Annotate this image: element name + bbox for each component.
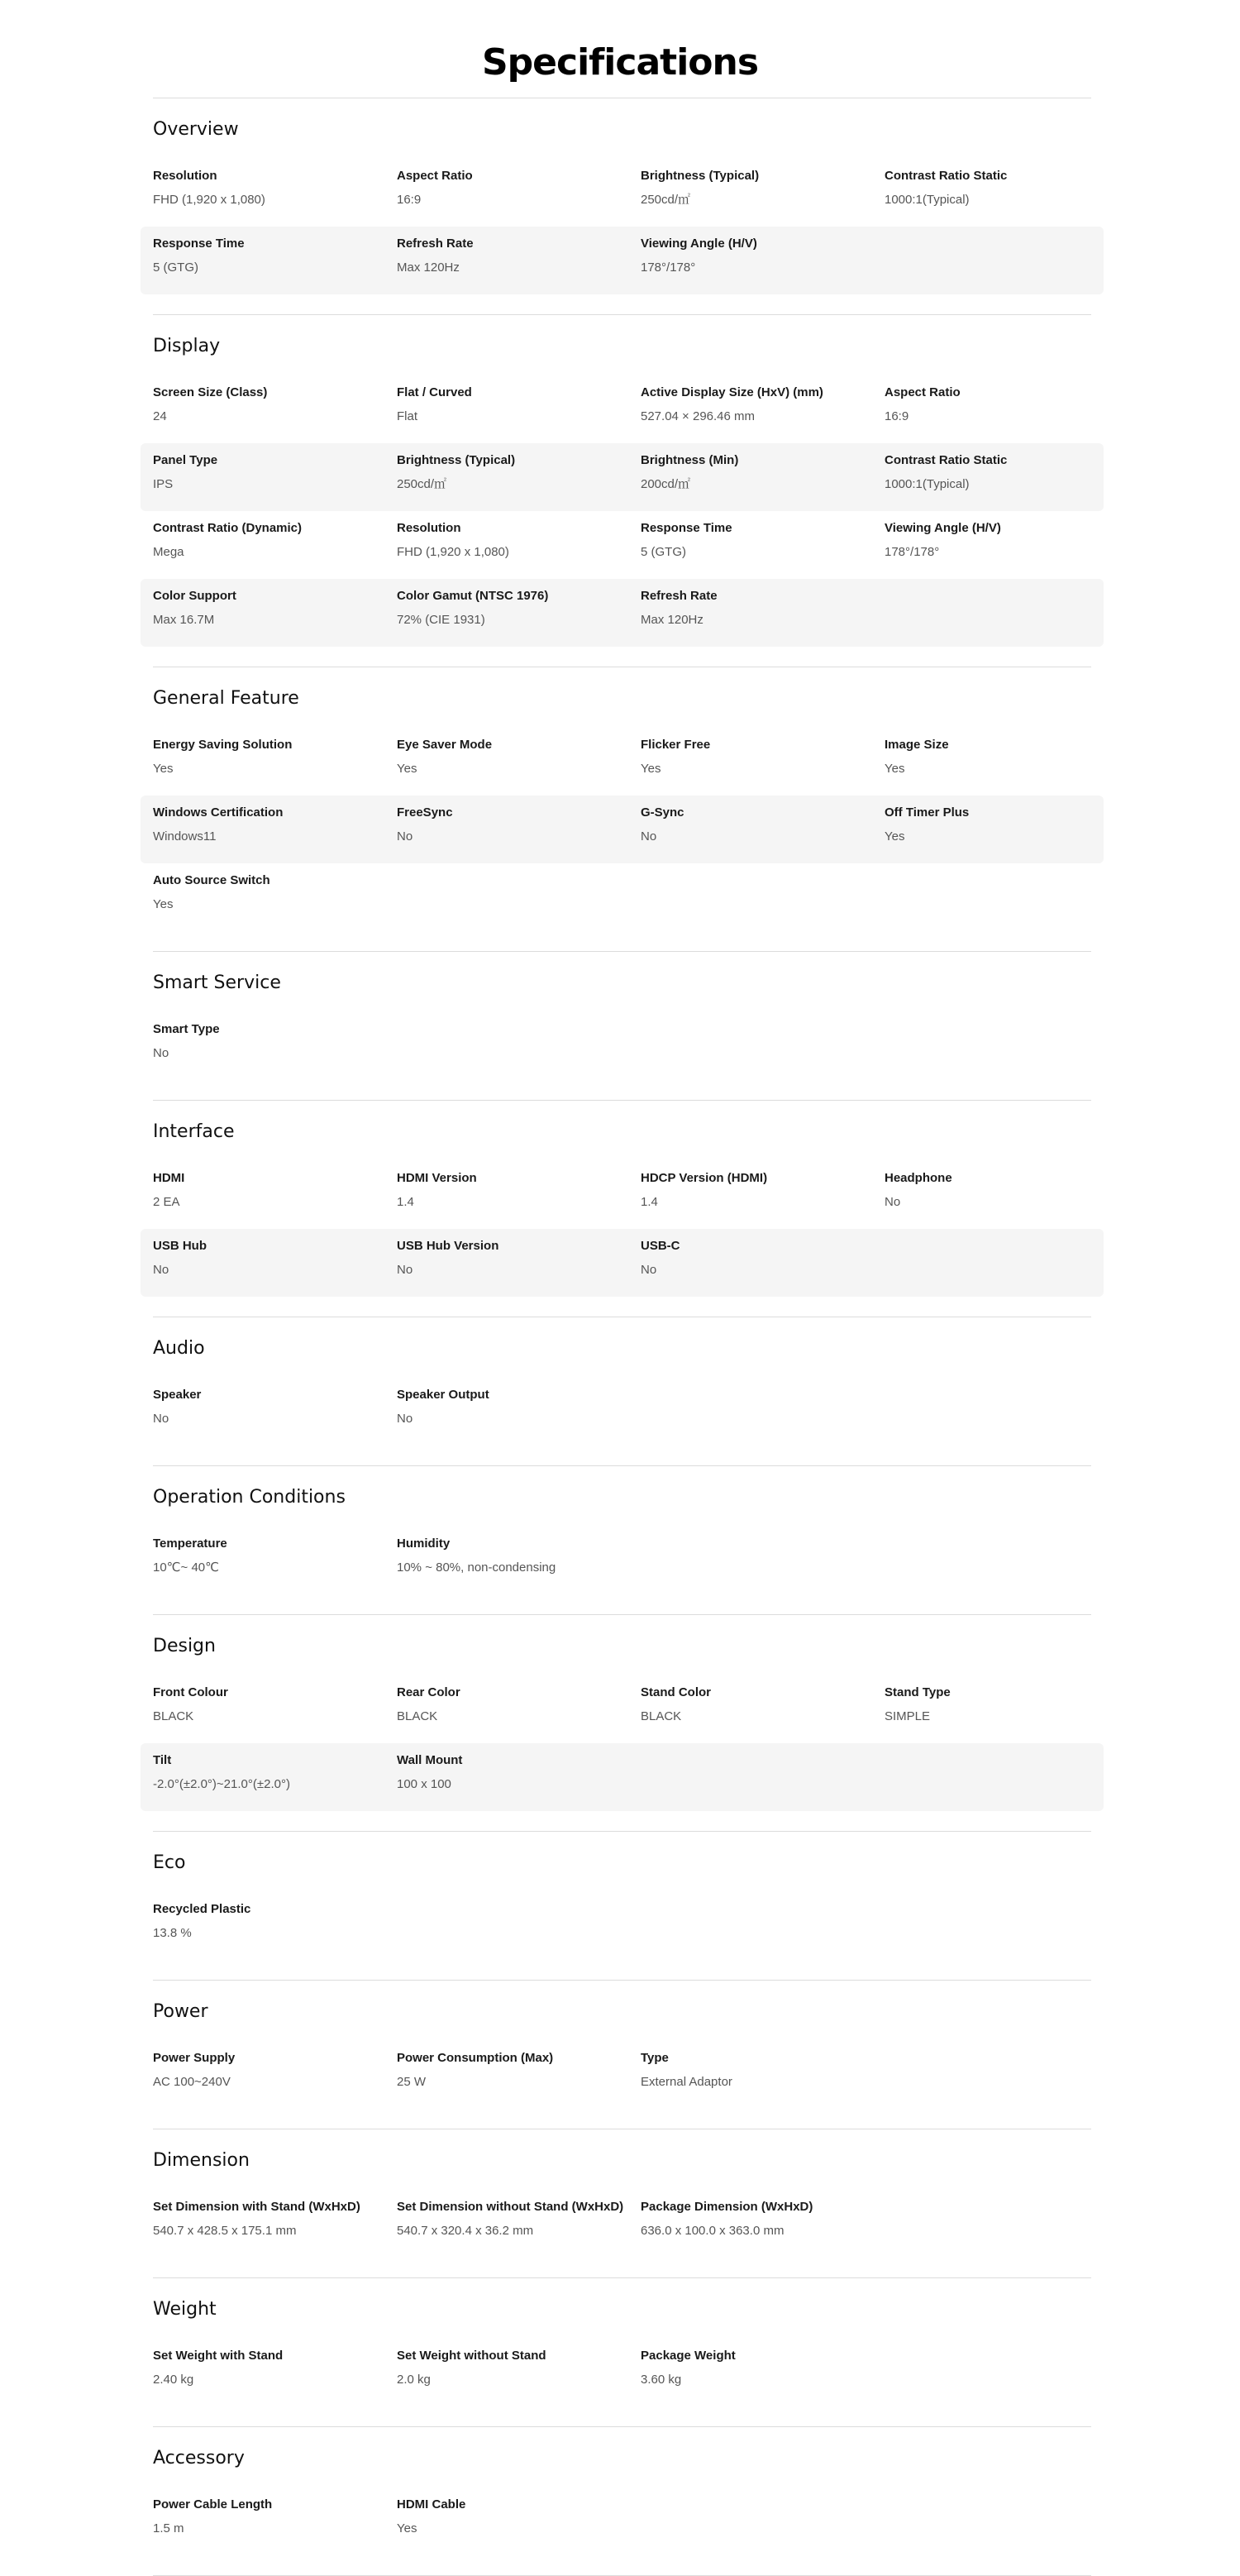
spec-value: -2.0°(±2.0°)~21.0°(±2.0°) (153, 1777, 290, 1791)
spec-item (641, 736, 885, 789)
spec-label: HDMI (153, 1171, 185, 1185)
spec-item (397, 1237, 641, 1290)
spec-value: Yes (885, 829, 905, 844)
spec-item (397, 1386, 641, 1439)
spec-value: 250cd/㎡ (641, 193, 691, 207)
spec-rows (141, 1892, 1104, 1960)
spec-item (397, 384, 641, 437)
spec-value: 1000:1(Typical) (885, 193, 970, 207)
spec-item (397, 2496, 641, 2549)
spec-label: Stand Color (641, 1685, 711, 1699)
spec-value: Max 16.7M (153, 613, 215, 627)
spec-rows (141, 159, 1104, 294)
spec-label: Off Timer Plus (885, 805, 970, 820)
spec-row (141, 443, 1104, 511)
spec-rows (141, 2488, 1104, 2555)
spec-item (641, 587, 885, 640)
spec-label: HDMI Cable (397, 2497, 466, 2511)
spec-label: Viewing Angle (H/V) (641, 237, 757, 251)
section-title: Overview (153, 119, 239, 140)
spec-item (641, 235, 885, 288)
spec-value: 16:9 (885, 409, 909, 423)
spec-value: FHD (1,920 x 1,080) (397, 545, 509, 559)
spec-item (153, 872, 397, 925)
section-title: Eco (153, 1852, 186, 1873)
spec-label: Power Supply (153, 2051, 236, 2065)
spec-label: USB-C (641, 1239, 680, 1253)
spec-row (141, 579, 1104, 647)
spec-value: 5 (GTG) (641, 545, 686, 559)
spec-label: USB Hub (153, 1239, 207, 1253)
spec-item (397, 235, 641, 288)
spec-label: Auto Source Switch (153, 873, 270, 887)
spec-section-display (153, 315, 1091, 667)
spec-label: Refresh Rate (641, 589, 718, 603)
spec-label: Panel Type (153, 453, 218, 467)
spec-row (141, 1743, 1104, 1811)
spec-item (153, 587, 397, 640)
spec-label: Headphone (885, 1171, 952, 1185)
spec-item (153, 519, 397, 572)
spec-label: Eye Saver Mode (397, 738, 493, 752)
spec-item (397, 1535, 641, 1588)
spec-item (153, 384, 397, 437)
spec-rows (141, 375, 1104, 647)
spec-rows (141, 2339, 1104, 2406)
spec-item (397, 1169, 641, 1222)
spec-rows (141, 1012, 1104, 1080)
spec-label: Viewing Angle (H/V) (885, 521, 1001, 535)
spec-value: 540.7 x 320.4 x 36.2 mm (397, 2224, 534, 2238)
spec-value: BLACK (153, 1709, 194, 1723)
section-title: Operation Conditions (153, 1487, 346, 1508)
spec-value: 636.0 x 100.0 x 363.0 mm (641, 2224, 785, 2238)
spec-section-eco (153, 1832, 1091, 1981)
spec-row (141, 375, 1104, 443)
spec-row (141, 1161, 1104, 1229)
spec-section-general-feature (153, 667, 1091, 952)
spec-section-dimension (153, 2129, 1091, 2278)
spec-value: 1.4 (397, 1195, 414, 1209)
spec-row (141, 796, 1104, 863)
spec-value: 178°/178° (641, 260, 696, 275)
section-title: Audio (153, 1338, 205, 1359)
spec-row (141, 1892, 1104, 1960)
spec-row (141, 728, 1104, 796)
spec-value: BLACK (397, 1709, 438, 1723)
spec-item (641, 2049, 885, 2102)
spec-item (885, 804, 1116, 857)
spec-value: No (153, 1046, 169, 1060)
spec-label: Type (641, 2051, 669, 2065)
spec-row (141, 159, 1104, 227)
spec-row (141, 1527, 1104, 1594)
spec-item (153, 804, 397, 857)
spec-value: Max 120Hz (641, 613, 703, 627)
spec-item (153, 2049, 397, 2102)
section-title: Design (153, 1636, 216, 1656)
spec-section-interface (153, 1101, 1091, 1317)
spec-value: 2.40 kg (153, 2373, 194, 2387)
spec-item (153, 167, 397, 220)
section-title: Smart Service (153, 973, 281, 993)
spec-value: No (397, 1263, 413, 1277)
spec-item (885, 452, 1116, 504)
spec-value: Flat (397, 409, 418, 423)
spec-value: IPS (153, 477, 174, 491)
spec-section-power (153, 1981, 1091, 2129)
spec-item (641, 1237, 885, 1290)
spec-label: Response Time (641, 521, 732, 535)
spec-rows (141, 728, 1104, 931)
spec-item (153, 1169, 397, 1222)
spec-value: 13.8 % (153, 1926, 192, 1940)
spec-value: Yes (153, 897, 174, 911)
spec-value: 527.04 × 296.46 mm (641, 409, 756, 423)
spec-section-weight (153, 2278, 1091, 2427)
spec-label: Brightness (Typical) (641, 169, 760, 183)
spec-item (397, 2049, 641, 2102)
spec-rows (141, 2190, 1104, 2258)
spec-value: 5 (GTG) (153, 260, 198, 275)
spec-label: Speaker Output (397, 1388, 489, 1402)
spec-label: Contrast Ratio Static (885, 453, 1008, 467)
spec-row (141, 2041, 1104, 2109)
spec-label: Set Weight with Stand (153, 2349, 284, 2363)
spec-item (397, 452, 641, 504)
spec-label: Humidity (397, 1537, 451, 1551)
section-title: Display (153, 336, 221, 356)
spec-rows (141, 1675, 1104, 1811)
spec-label: Rear Color (397, 1685, 460, 1699)
spec-value: 72% (CIE 1931) (397, 613, 485, 627)
spec-value: Yes (153, 762, 174, 776)
spec-section-design (153, 1615, 1091, 1832)
spec-label: Response Time (153, 237, 245, 251)
spec-label: Flicker Free (641, 738, 711, 752)
spec-label: Energy Saving Solution (153, 738, 293, 752)
spec-label: HDCP Version (HDMI) (641, 1171, 768, 1185)
spec-value: 1.4 (641, 1195, 658, 1209)
spec-item (885, 519, 1116, 572)
spec-value: 24 (153, 409, 167, 423)
spec-item (153, 736, 397, 789)
spec-value: Mega (153, 545, 184, 559)
spec-label: Smart Type (153, 1022, 220, 1036)
spec-item (885, 167, 1116, 220)
spec-item (153, 1752, 397, 1804)
spec-section-operation-conditions (153, 1466, 1091, 1615)
spec-item (397, 519, 641, 572)
spec-item (397, 2198, 641, 2251)
spec-section-smart-service (153, 952, 1091, 1101)
spec-rows (141, 1378, 1104, 1446)
spec-row (141, 1229, 1104, 1297)
spec-label: Brightness (Typical) (397, 453, 516, 467)
spec-value: 200cd/㎡ (641, 477, 691, 491)
spec-row (141, 1675, 1104, 1743)
spec-label: Resolution (397, 521, 461, 535)
spec-item (641, 452, 885, 504)
spec-label: Aspect Ratio (397, 169, 473, 183)
spec-label: Contrast Ratio (Dynamic) (153, 521, 303, 535)
spec-row (141, 863, 1104, 931)
spec-value: AC 100~240V (153, 2075, 231, 2089)
spec-row (141, 227, 1104, 294)
spec-value: 10% ~ 80%, non-condensing (397, 1560, 556, 1575)
spec-item (641, 167, 885, 220)
spec-label: Speaker (153, 1388, 202, 1402)
spec-section-overview (153, 98, 1091, 315)
spec-item (885, 384, 1116, 437)
spec-row (141, 2339, 1104, 2406)
spec-item (153, 1020, 397, 1073)
section-title: Dimension (153, 2150, 250, 2171)
spec-item (641, 2198, 885, 2251)
spec-label: G-Sync (641, 805, 684, 820)
spec-item (397, 1752, 641, 1804)
spec-label: Set Dimension with Stand (WxHxD) (153, 2200, 360, 2214)
spec-label: Brightness (Min) (641, 453, 739, 467)
spec-value: Yes (397, 2521, 417, 2535)
spec-value: 2.0 kg (397, 2373, 431, 2387)
spec-label: Tilt (153, 1753, 172, 1767)
spec-value: No (885, 1195, 901, 1209)
spec-item (153, 2347, 397, 2400)
spec-item (153, 452, 397, 504)
spec-section-accessory (153, 2427, 1091, 2576)
spec-item (641, 384, 885, 437)
spec-item (641, 2347, 885, 2400)
spec-item (397, 587, 641, 640)
spec-value: 100 x 100 (397, 1777, 451, 1791)
spec-label: Wall Mount (397, 1753, 463, 1767)
spec-item (153, 1684, 397, 1737)
spec-value: 540.7 x 428.5 x 175.1 mm (153, 2224, 297, 2238)
spec-section-audio (153, 1317, 1091, 1466)
spec-item (153, 1386, 397, 1439)
spec-rows (141, 1527, 1104, 1594)
section-title: Interface (153, 1121, 235, 1142)
section-title: General Feature (153, 688, 299, 709)
spec-value: 3.60 kg (641, 2373, 682, 2387)
spec-label: HDMI Version (397, 1171, 477, 1185)
spec-label: Recycled Plastic (153, 1902, 251, 1916)
spec-value: No (397, 1412, 413, 1426)
specifications-list (153, 98, 1091, 2576)
spec-row (141, 2488, 1104, 2555)
spec-value: External Adaptor (641, 2075, 732, 2089)
spec-value: Max 120Hz (397, 260, 460, 275)
spec-value: 25 W (397, 2075, 427, 2089)
spec-label: Refresh Rate (397, 237, 474, 251)
spec-value: FHD (1,920 x 1,080) (153, 193, 265, 207)
spec-value: No (641, 829, 657, 844)
spec-value: 16:9 (397, 193, 422, 207)
spec-label: Windows Certification (153, 805, 284, 820)
spec-label: Set Dimension without Stand (WxHxD) (397, 2200, 624, 2214)
section-title: Weight (153, 2299, 217, 2320)
spec-value: No (153, 1412, 169, 1426)
spec-item (153, 2198, 397, 2251)
spec-row (141, 1012, 1104, 1080)
spec-label: Resolution (153, 169, 217, 183)
spec-item (153, 1900, 397, 1953)
spec-label: Contrast Ratio Static (885, 169, 1008, 183)
spec-value: SIMPLE (885, 1709, 931, 1723)
spec-value: BLACK (641, 1709, 682, 1723)
spec-item (641, 804, 885, 857)
spec-value: 2 EA (153, 1195, 180, 1209)
spec-item (397, 167, 641, 220)
spec-label: Power Consumption (Max) (397, 2051, 554, 2065)
spec-item (397, 2347, 641, 2400)
spec-label: USB Hub Version (397, 1239, 499, 1253)
spec-value: No (153, 1263, 169, 1277)
section-title: Accessory (153, 2448, 245, 2468)
spec-item (641, 1684, 885, 1737)
spec-label: Package Dimension (WxHxD) (641, 2200, 813, 2214)
spec-label: Image Size (885, 738, 949, 752)
spec-label: Power Cable Length (153, 2497, 273, 2511)
spec-label: Aspect Ratio (885, 385, 961, 399)
spec-row (141, 511, 1104, 579)
spec-label: Temperature (153, 1537, 227, 1551)
spec-value: 178°/178° (885, 545, 940, 559)
spec-label: Screen Size (Class) (153, 385, 268, 399)
spec-label: Set Weight without Stand (397, 2349, 546, 2363)
spec-item (153, 2496, 397, 2549)
spec-value: 1000:1(Typical) (885, 477, 970, 491)
spec-item (397, 736, 641, 789)
spec-row (141, 2190, 1104, 2258)
spec-label: Front Colour (153, 1685, 228, 1699)
spec-value: Yes (641, 762, 661, 776)
spec-label: FreeSync (397, 805, 453, 820)
spec-label: Stand Type (885, 1685, 951, 1699)
spec-value: 10℃~ 40℃ (153, 1560, 219, 1575)
spec-value: Yes (885, 762, 905, 776)
spec-rows (141, 2041, 1104, 2109)
spec-rows (141, 1161, 1104, 1297)
spec-value: No (641, 1263, 657, 1277)
spec-row (141, 1378, 1104, 1446)
spec-item (397, 804, 641, 857)
spec-item (153, 1237, 397, 1290)
spec-item (153, 235, 397, 288)
spec-label: Active Display Size (HxV) (mm) (641, 385, 823, 399)
spec-label: Color Support (153, 589, 236, 603)
spec-item (397, 1684, 641, 1737)
spec-item (641, 519, 885, 572)
spec-item (885, 1169, 1116, 1222)
spec-value: Windows11 (153, 829, 217, 844)
spec-label: Color Gamut (NTSC 1976) (397, 589, 549, 603)
spec-item (153, 1535, 397, 1588)
spec-label: Package Weight (641, 2349, 736, 2363)
spec-item (641, 1169, 885, 1222)
spec-value: Yes (397, 762, 417, 776)
spec-item (885, 736, 1116, 789)
page-title: Specifications (481, 41, 759, 84)
spec-item (885, 1684, 1116, 1737)
spec-value: 1.5 m (153, 2521, 184, 2535)
spec-value: No (397, 829, 413, 844)
spec-value: 250cd/㎡ (397, 477, 447, 491)
spec-label: Flat / Curved (397, 385, 472, 399)
section-title: Power (153, 2001, 208, 2022)
